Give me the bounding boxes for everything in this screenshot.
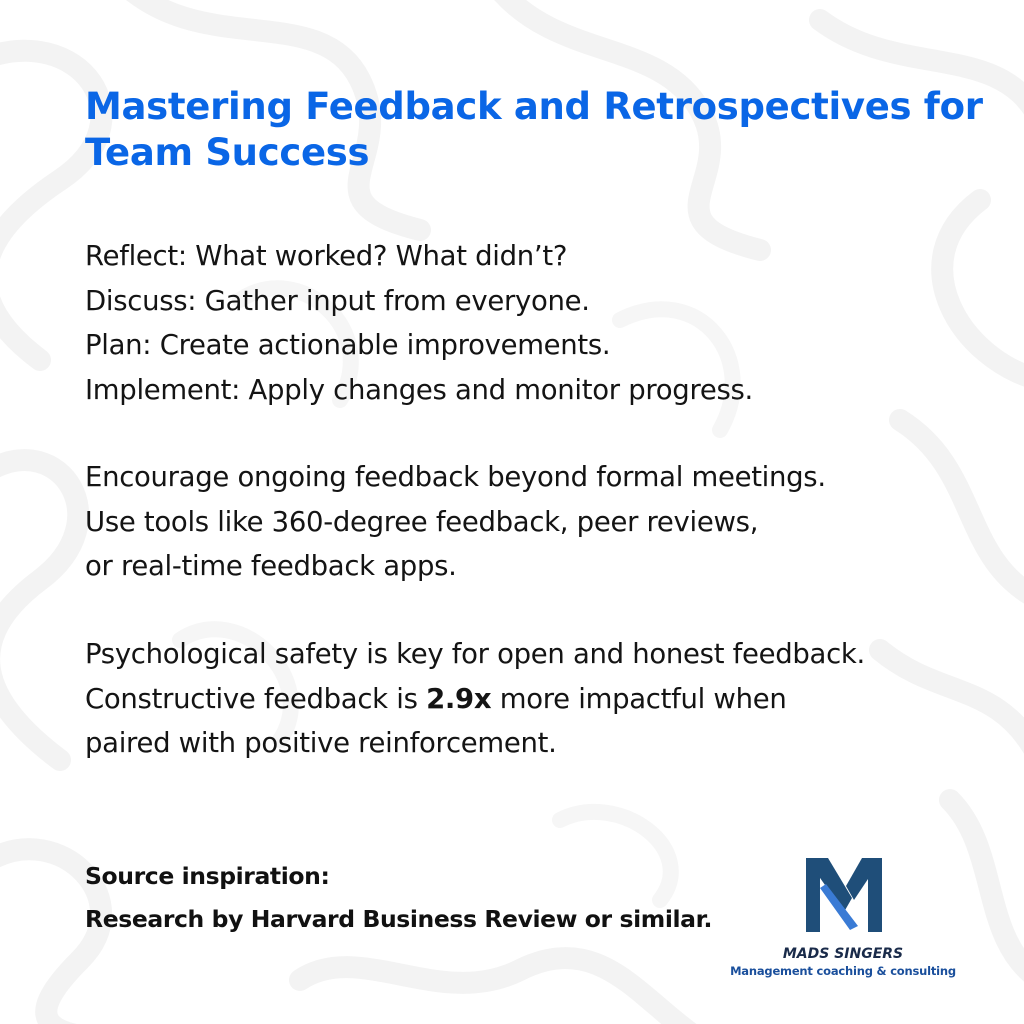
source-label: Source inspiration: bbox=[85, 862, 330, 890]
m-monogram-logo-icon bbox=[806, 858, 882, 932]
step-reflect: Reflect: What worked? What didn’t? bbox=[85, 240, 568, 272]
source-text: Research by Harvard Business Review or similar. bbox=[85, 905, 712, 933]
step-discuss: Discuss: Gather input from everyone. bbox=[85, 284, 590, 317]
ongoing-feedback-paragraph bbox=[85, 455, 985, 589]
brand-tagline: Management coaching & consulting bbox=[730, 964, 956, 978]
ongoing-line: Encourage ongoing feedback beyond formal meetings. bbox=[85, 461, 826, 493]
safety-line bbox=[85, 677, 985, 722]
safety-text: Constructive feedback is bbox=[85, 682, 427, 715]
ongoing-line: Use tools like 360-degree feedback, peer reviews, bbox=[85, 505, 759, 538]
psychological-safety-paragraph bbox=[85, 632, 985, 766]
step-plan: Plan: Create actionable improvements. bbox=[85, 329, 611, 361]
source-section bbox=[85, 855, 785, 941]
step-implement: Implement: Apply changes and monitor progress. bbox=[85, 373, 753, 406]
retrospective-steps bbox=[85, 234, 985, 412]
impact-multiplier: 2.9x bbox=[426, 682, 492, 715]
brand-logo bbox=[730, 858, 960, 988]
ongoing-line: or real-time feedback apps. bbox=[85, 550, 457, 582]
safety-line: Psychological safety is key for open and honest feedback. bbox=[85, 638, 865, 670]
brand-name: MADS SINGERS bbox=[782, 946, 904, 962]
safety-line: paired with positive reinforcement. bbox=[85, 727, 557, 759]
safety-text: more impactful when bbox=[491, 682, 787, 715]
page-title: Mastering Feedback and Retrospectives for Team Success bbox=[85, 85, 983, 174]
